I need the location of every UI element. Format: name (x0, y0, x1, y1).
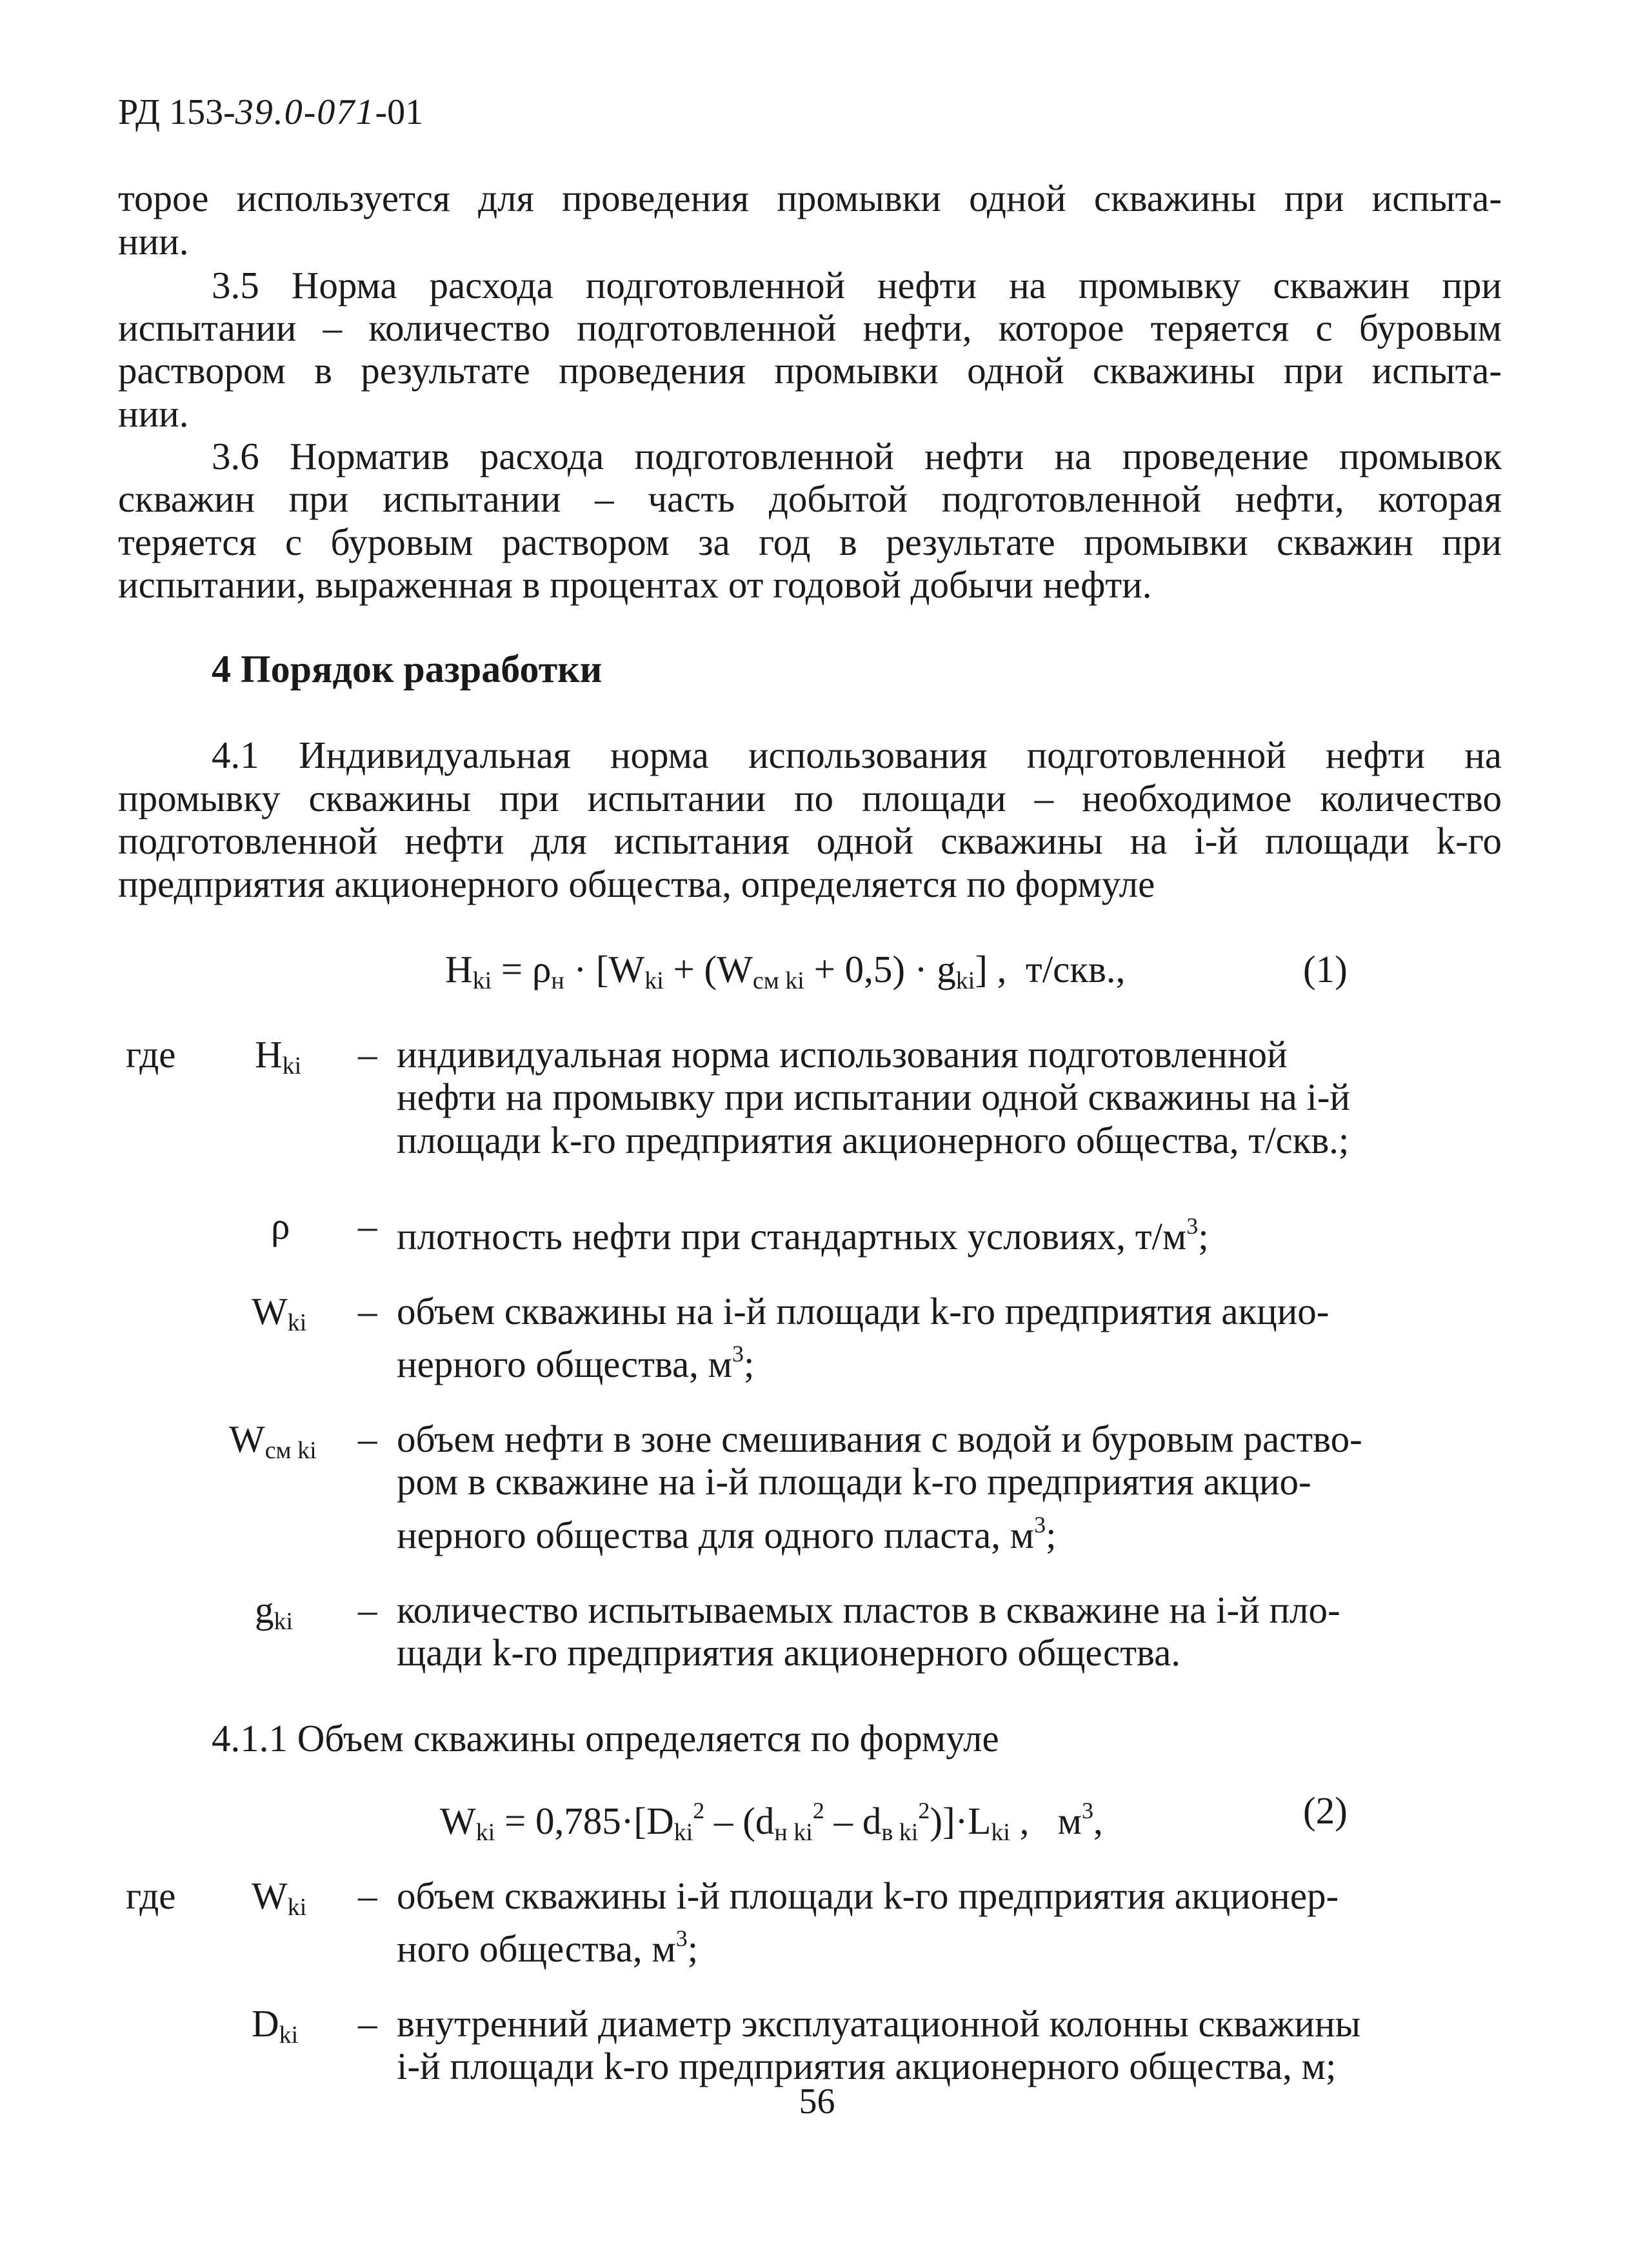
definition-line: индивидуальная норма использования подготовленной (397, 1033, 1288, 1076)
definition-dash: – (358, 1874, 377, 1917)
formula-2-number: (2) (1303, 1789, 1348, 1832)
definition-dash: – (358, 1589, 377, 1631)
definition-dash: – (358, 2002, 377, 2045)
definition-text: нерного общества для одного пласта, м (397, 1514, 1035, 1556)
definition-line: количество испытываемых пластов в скважине на i-й пло- (397, 1589, 1340, 1631)
definition-text: плотность нефти при стандартных условиях, т/м (397, 1215, 1187, 1258)
paragraph-3-5-line: 3.5 Норма расхода подготовленной нефти на промывку скважин при (212, 264, 1502, 306)
definition-suffix: ; (744, 1343, 755, 1385)
definition-dash: – (358, 1290, 377, 1332)
definition-line: нефти на промывку при испытании одной скважины на i-й (397, 1076, 1350, 1118)
definition-text: нерного общества, м (397, 1343, 732, 1385)
page-number: 56 (799, 2082, 835, 2122)
formula-1-number: (1) (1303, 948, 1348, 990)
paragraph-4-1-line: предприятия акционерного общества, определяется по формуле (118, 863, 1155, 905)
definition-line: ного общества, $м^3$; (397, 1925, 699, 1970)
document-code (118, 90, 423, 134)
definition-suffix: ; (1046, 1514, 1057, 1556)
def-symbol: $W_{ki}$ (252, 1290, 307, 1336)
definition-line: внутренний диаметр эксплуатационной колонны скважины (397, 2002, 1361, 2045)
paragraph-3-5-line: нии. (118, 392, 189, 435)
def-symbol: $D_{ki}$ (252, 2002, 299, 2049)
definition-line: нерного общества для одного пласта, $м^3$; (397, 1512, 1057, 1556)
section-heading: 4 Порядок разработки (212, 648, 603, 690)
formula-2-unit: м (1057, 1800, 1082, 1842)
formula-2: $W_{ki} = 0,785\cdot[D_{ki}^2 - (d_{н ki}^2 - d_{в ki}^2)]\cdot L_{ki}$ , $м^3$, (440, 1798, 1103, 1846)
definition-line: i-й площади k-го предприятия акционерного общества, м; (397, 2045, 1337, 2087)
def-symbol: $W_{см ki}$ (229, 1418, 317, 1464)
paragraph-3-6-line: 3.6 Норматив расхода подготовленной нефти на проведение промывок (212, 435, 1502, 477)
paragraph-3-5-line: раствором в результате проведения промывки одной скважины при испыта- (118, 349, 1502, 392)
paragraph-4-1-line: промывку скважины при испытании по площади – необходимое количество (118, 777, 1502, 819)
paragraph-4-1-1: 4.1.1 Объем скважины определяется по формуле (212, 1717, 999, 1760)
definition-dash: – (358, 1033, 377, 1076)
formula-1: $H_{ki} = \rho_н \cdot [W_{ki} + (W_{см ki} + 0,5) \cdot g_{ki}]$ , т/скв., (445, 948, 1126, 994)
definition-line: нерного общества, $м^3$; (397, 1341, 755, 1385)
definition-suffix: ; (1198, 1215, 1209, 1258)
paragraph-3-6-line: скважин при испытании – часть добытой подготовленной нефти, которая (118, 477, 1502, 520)
paragraph-3-6-line: испытании, выраженная в процентах от годовой добычи нефти. (118, 563, 1152, 606)
def-symbol: ρ (271, 1205, 290, 1247)
where-label: где (126, 1874, 176, 1917)
paragraph-3-6-line: теряется с буровым раствором за год в результате промывки скважин при (118, 521, 1502, 563)
def-symbol: $H_{ki}$ (255, 1033, 302, 1079)
paragraph-line: торое используется для проведения промывки одной скважины при испыта- (118, 177, 1502, 219)
def-symbol: $g_{ki}$ (255, 1589, 294, 1635)
document-code-prefix: РД 153- (118, 92, 235, 132)
paragraph-line: нии. (118, 220, 189, 263)
definition-line: объем нефти в зоне смешивания с водой и буровым раство- (397, 1418, 1362, 1460)
document-code-suffix: -01 (375, 92, 424, 132)
where-label: где (126, 1033, 176, 1076)
definition-dash: – (358, 1418, 377, 1460)
definition-line: щади k-го предприятия акционерного общества. (397, 1631, 1181, 1674)
paragraph-4-1-line: 4.1 Индивидуальная норма использования подготовленной нефти на (212, 734, 1502, 776)
definition-line: площади k-го предприятия акционерного общества, т/скв.; (397, 1119, 1350, 1161)
definition-line: ром в скважине на i-й площади k-го предприятия акцио- (397, 1460, 1311, 1503)
definition-text: ного общества, м (397, 1927, 676, 1970)
definition-line: объем скважины на i-й площади k-го предприятия акцио- (397, 1290, 1330, 1332)
formula-1-unit: т/скв. (1025, 948, 1116, 990)
def-symbol: $W_{ki}$ (252, 1874, 307, 1921)
paragraph-4-1-line: подготовленной нефти для испытания одной скважины на i-й площади k-го (118, 819, 1502, 862)
definition-line: плотность нефти при стандартных условиях, $т/м^3$; (397, 1213, 1209, 1258)
definition-dash: – (358, 1205, 377, 1247)
document-code-handwritten: 39.0-071 (235, 92, 375, 132)
definition-suffix: ; (687, 1927, 699, 1970)
paragraph-3-5-line: испытании – количество подготовленной нефти, которое теряется с буровым (118, 306, 1502, 349)
definition-line: объем скважины i-й площади k-го предприятия акционер- (397, 1874, 1339, 1917)
